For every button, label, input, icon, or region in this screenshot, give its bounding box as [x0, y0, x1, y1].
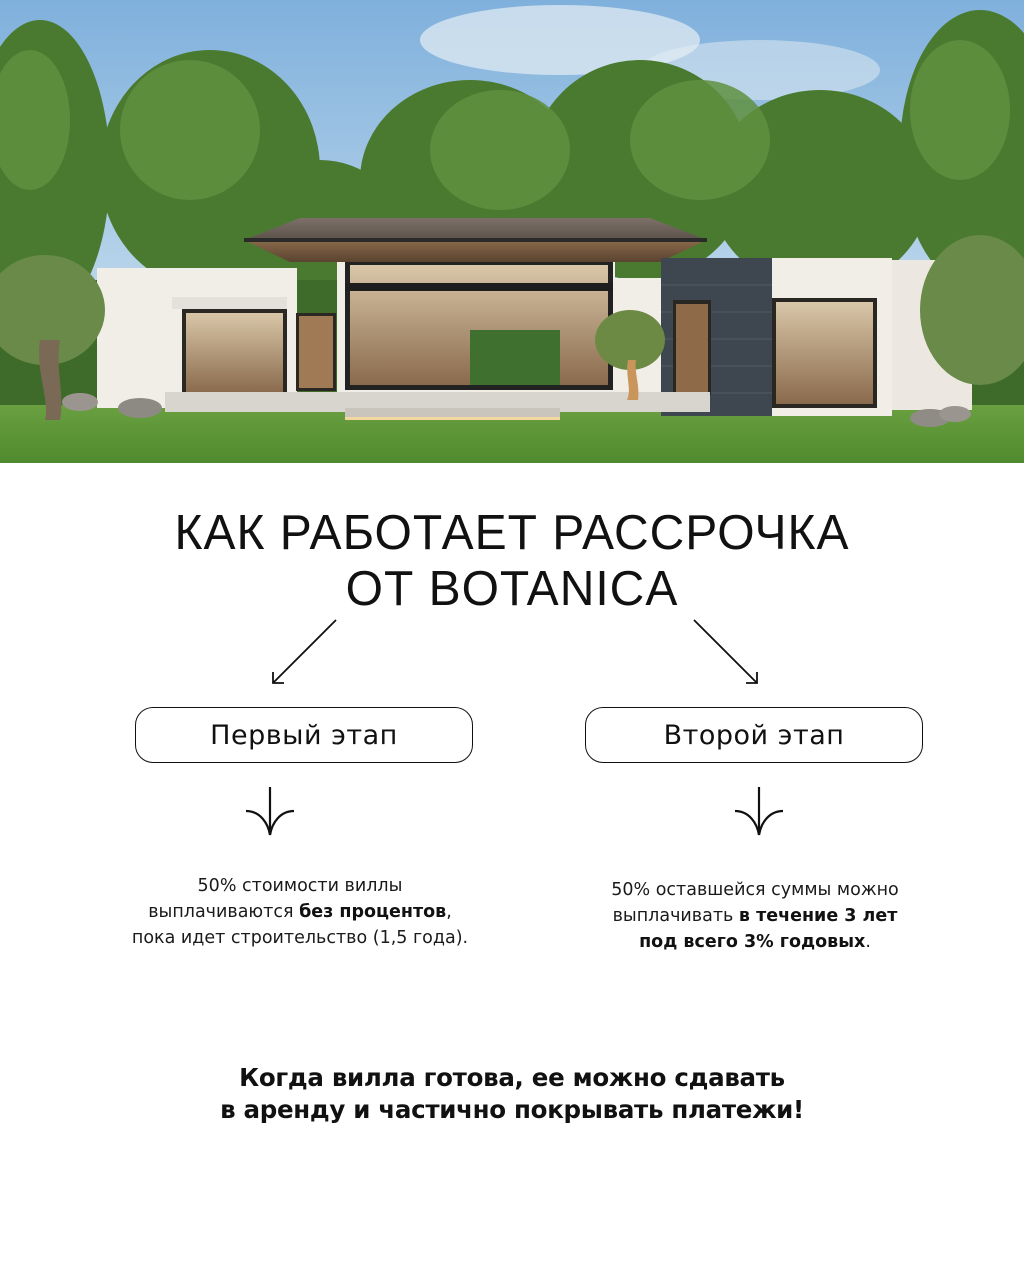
stage-1-pill — [135, 707, 473, 763]
footer-line-1: Когда вилла готова, ее можно сдавать — [239, 1063, 785, 1092]
footer-callout — [0, 1062, 1024, 1126]
stage-1-line-1: 50% стоимости виллы — [197, 876, 403, 896]
title-line-2: ОТ BOTANICA — [345, 562, 679, 616]
stage-1-line-3: пока идет строительство (1,5 года). — [131, 928, 469, 948]
stage-2-line-2 — [545, 903, 965, 929]
stage-1-line-2-pre: выплачиваются — [148, 902, 300, 922]
stage-2-line-2-pre: выплачивать — [612, 906, 739, 926]
stage-2-line-3-post: . — [865, 932, 871, 952]
stage-2-label: Второй этап — [663, 719, 845, 751]
stage-2-pill — [585, 707, 923, 763]
footer-line-2: в аренду и частично покрывать платежи! — [220, 1095, 804, 1124]
stage-2-highlight-rate: под всего 3% годовых — [639, 932, 866, 952]
stage-2-line-1: 50% оставшейся суммы можно — [611, 880, 899, 900]
arrow-down-icon — [733, 785, 785, 837]
stage-2-description — [545, 877, 965, 955]
stage-2-line-3 — [545, 929, 965, 955]
stage-2-highlight-term: в течение 3 лет — [738, 906, 898, 926]
arrow-down-left-icon — [266, 616, 342, 688]
stage-1-description — [90, 873, 510, 951]
stage-1-highlight: без процентов — [299, 902, 447, 922]
title-line-1: КАК РАБОТАЕТ РАССРОЧКА — [174, 506, 850, 560]
stage-1-label: Первый этап — [210, 719, 398, 751]
stage-1-line-2-post: , — [446, 902, 452, 922]
page-title — [10, 505, 1014, 617]
stage-1-line-2 — [90, 899, 510, 925]
hero-villa-image — [0, 0, 1024, 463]
arrow-down-right-icon — [690, 616, 766, 688]
arrow-down-icon — [244, 785, 296, 837]
